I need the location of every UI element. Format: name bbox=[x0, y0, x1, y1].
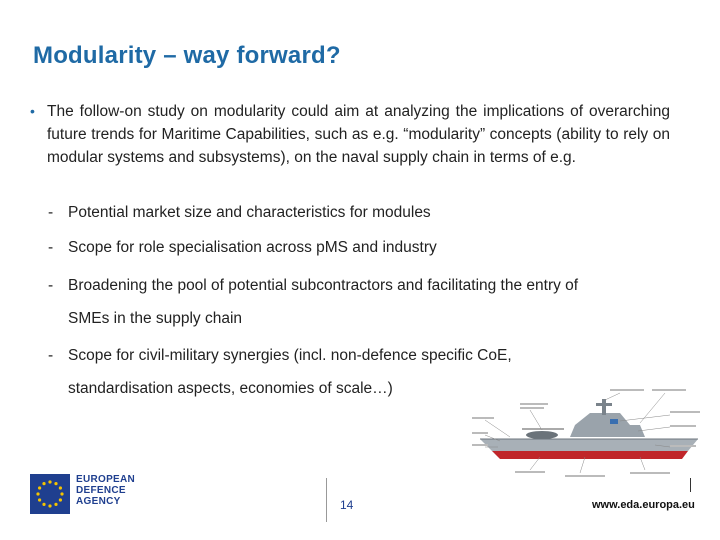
sub-item-text: Broadening the pool of potential subcontractors and facilitating the entry of bbox=[68, 277, 579, 294]
sub-item bbox=[48, 236, 668, 259]
modular-ship-illustration-icon bbox=[470, 385, 715, 490]
slide-title: Modularity – way forward? bbox=[33, 42, 341, 69]
sub-item-continuation: SMEs in the supply chain bbox=[68, 310, 243, 327]
logo-line: DEFENCE bbox=[76, 485, 126, 496]
logo-line: AGENCY bbox=[76, 496, 121, 507]
sub-item bbox=[48, 274, 668, 330]
main-bullet bbox=[30, 100, 670, 169]
eda-logo-icon bbox=[30, 474, 70, 514]
bullet-text: The follow-on study on modularity could aim at analyzing the implications of overarching future trends for Maritime Capabilities, such as e.g. “modularity” concepts (ability to rely on modular systems and subsystems), on the naval supply chain in terms of e.g. bbox=[47, 103, 670, 166]
page-number: 14 bbox=[340, 498, 354, 512]
logo-line: EUROPEAN bbox=[76, 474, 136, 485]
sub-item-text: Scope for civil-military synergies (incl. non-defence specific CoE, bbox=[68, 347, 512, 364]
dash: - bbox=[48, 239, 54, 256]
footer-divider bbox=[690, 478, 691, 492]
dash: - bbox=[48, 347, 54, 364]
footer-url-link[interactable]: www.eda.europa.eu bbox=[592, 499, 695, 511]
sub-item bbox=[48, 201, 668, 224]
sub-item-text: Potential market size and characteristics for modules bbox=[68, 204, 431, 221]
dash: - bbox=[48, 277, 54, 294]
sub-item-text: Scope for role specialisation across pMS and industry bbox=[68, 239, 437, 256]
bullet-dot-icon: • bbox=[30, 103, 35, 119]
dash: - bbox=[48, 204, 54, 221]
logo-text bbox=[76, 474, 135, 507]
sub-item-continuation: standardisation aspects, economies of scale…) bbox=[68, 380, 393, 397]
footer-divider bbox=[326, 478, 327, 522]
eda-logo[interactable] bbox=[30, 470, 136, 522]
